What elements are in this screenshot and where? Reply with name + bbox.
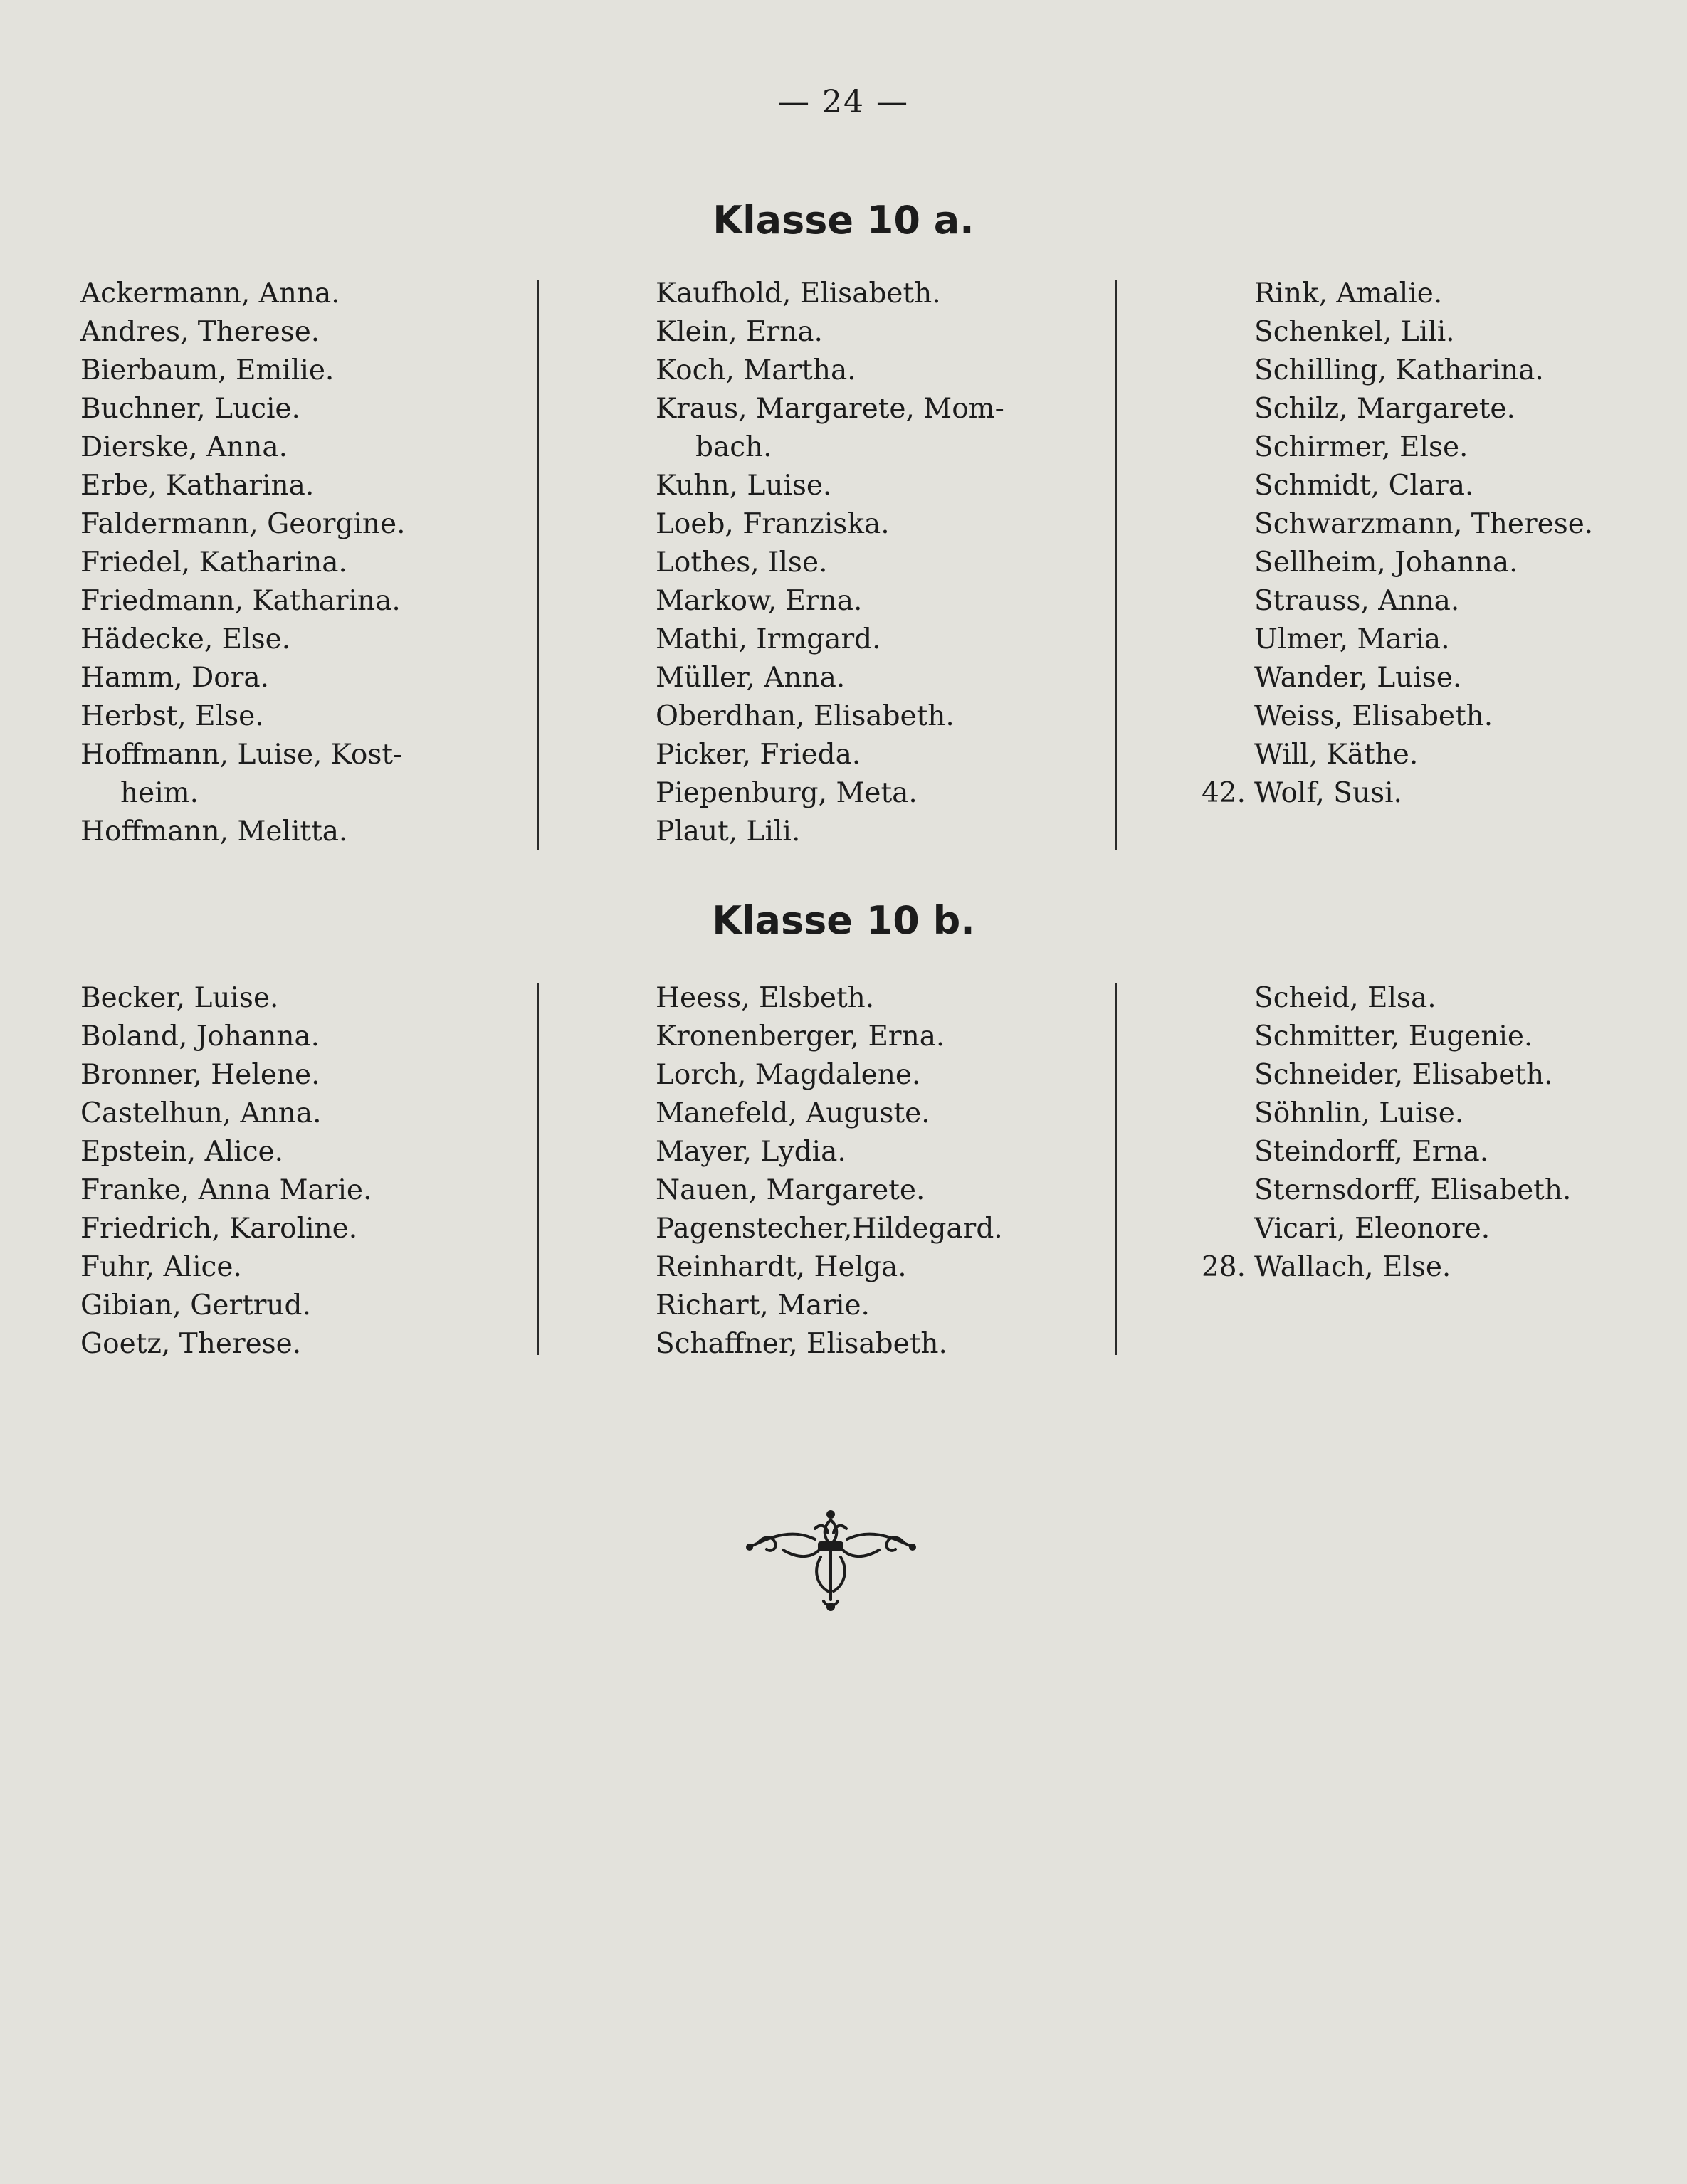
student-entry bbox=[656, 428, 1004, 467]
student-entry bbox=[1254, 582, 1593, 621]
student-entry bbox=[80, 736, 405, 774]
student-name: Kraus, Margarete, Mom- bbox=[656, 393, 1004, 425]
student-name: Manefeld, Auguste. bbox=[656, 1097, 930, 1129]
student-entry bbox=[80, 1325, 372, 1363]
student-name: Strauss, Anna. bbox=[1254, 585, 1460, 617]
student-entry bbox=[1254, 621, 1593, 659]
student-entry bbox=[80, 582, 405, 621]
student-entry bbox=[80, 1018, 372, 1056]
student-name: Sternsdorff, Elisabeth. bbox=[1254, 1174, 1572, 1206]
student-name: Fuhr, Alice. bbox=[80, 1251, 242, 1283]
student-entry bbox=[656, 544, 1004, 582]
student-name: Goetz, Therese. bbox=[80, 1328, 302, 1360]
student-name: Mayer, Lydia. bbox=[656, 1136, 846, 1168]
student-name: Friedrich, Karoline. bbox=[80, 1213, 358, 1245]
column-divider bbox=[1115, 280, 1117, 850]
student-name: Nauen, Margarete. bbox=[656, 1174, 925, 1206]
student-entry bbox=[1254, 1018, 1571, 1056]
student-name: Will, Käthe. bbox=[1254, 739, 1419, 771]
student-entry bbox=[80, 621, 405, 659]
student-name: Klein, Erna. bbox=[656, 316, 823, 348]
student-name: Oberdhan, Elisabeth. bbox=[656, 700, 955, 732]
student-entry bbox=[1254, 1210, 1571, 1248]
student-entry bbox=[80, 313, 405, 352]
student-entry bbox=[656, 774, 1004, 813]
klasse-10a-column-2 bbox=[656, 275, 1004, 851]
student-entry bbox=[656, 1133, 1003, 1171]
student-entry bbox=[80, 1094, 372, 1133]
student-name: Scheid, Elsa. bbox=[1254, 982, 1436, 1014]
student-name: Schmitter, Eugenie. bbox=[1254, 1020, 1533, 1053]
student-name: Hädecke, Else. bbox=[80, 623, 291, 655]
student-entry bbox=[80, 1287, 372, 1325]
student-name: Ackermann, Anna. bbox=[80, 278, 340, 310]
student-name: Rink, Amalie. bbox=[1254, 278, 1443, 310]
student-name: Bronner, Helene. bbox=[80, 1059, 320, 1091]
student-entry bbox=[80, 697, 405, 736]
klasse-10b-column-1 bbox=[80, 979, 372, 1363]
floral-vignette-icon bbox=[744, 1507, 918, 1614]
student-name: Richart, Marie. bbox=[656, 1289, 870, 1322]
student-name: Herbst, Else. bbox=[80, 700, 264, 732]
student-entry bbox=[1254, 390, 1593, 428]
entry-count: 42. bbox=[1201, 777, 1246, 809]
student-name: Faldermann, Georgine. bbox=[80, 508, 406, 540]
student-name: Schenkel, Lili. bbox=[1254, 316, 1455, 348]
student-name: Markow, Erna. bbox=[656, 585, 863, 617]
student-entry bbox=[1254, 505, 1593, 544]
student-name: Schaffner, Elisabeth. bbox=[656, 1328, 947, 1360]
student-name: Hoffmann, Luise, Kost- bbox=[80, 739, 403, 771]
student-entry bbox=[1254, 467, 1593, 505]
student-name: Kuhn, Luise. bbox=[656, 470, 832, 502]
student-name: Schmidt, Clara. bbox=[1254, 470, 1474, 502]
student-entry bbox=[80, 659, 405, 697]
student-entry bbox=[656, 813, 1004, 851]
student-name: Mathi, Irmgard. bbox=[656, 623, 881, 655]
student-entry bbox=[1254, 659, 1593, 697]
student-name: Buchner, Lucie. bbox=[80, 393, 300, 425]
student-entry bbox=[80, 428, 405, 467]
column-divider bbox=[537, 983, 539, 1355]
student-name: Schneider, Elisabeth. bbox=[1254, 1059, 1553, 1091]
student-name: Loeb, Franziska. bbox=[656, 508, 890, 540]
student-entry bbox=[80, 390, 405, 428]
student-name: Reinhardt, Helga. bbox=[656, 1251, 907, 1283]
student-entry bbox=[1254, 428, 1593, 467]
student-entry bbox=[80, 1210, 372, 1248]
klasse-10a-column-3 bbox=[1201, 275, 1594, 813]
student-entry bbox=[656, 505, 1004, 544]
student-entry bbox=[1201, 1248, 1571, 1287]
student-entry bbox=[1254, 1133, 1571, 1171]
student-entry bbox=[656, 1018, 1003, 1056]
student-name: Lothes, Ilse. bbox=[656, 547, 828, 579]
student-entry bbox=[656, 1325, 1003, 1363]
student-entry bbox=[80, 1056, 372, 1094]
student-entry bbox=[656, 1287, 1003, 1325]
student-entry bbox=[656, 275, 1004, 313]
student-entry bbox=[656, 313, 1004, 352]
student-entry bbox=[656, 736, 1004, 774]
klasse-10a-column-1 bbox=[80, 275, 405, 851]
student-entry bbox=[656, 1056, 1003, 1094]
klasse-10b-column-3 bbox=[1201, 979, 1572, 1287]
student-entry bbox=[80, 979, 372, 1018]
student-entry bbox=[656, 1248, 1003, 1287]
student-entry bbox=[80, 544, 405, 582]
column-divider bbox=[537, 280, 539, 850]
student-name: Heess, Elsbeth. bbox=[656, 982, 875, 1014]
student-name: Ulmer, Maria. bbox=[1254, 623, 1450, 655]
student-name: Piepenburg, Meta. bbox=[656, 777, 918, 809]
student-name: Bierbaum, Emilie. bbox=[80, 354, 335, 386]
student-name: Andres, Therese. bbox=[80, 316, 320, 348]
student-name: Epstein, Alice. bbox=[80, 1136, 284, 1168]
student-entry bbox=[656, 467, 1004, 505]
student-name: Müller, Anna. bbox=[656, 662, 846, 694]
student-name: Friedel, Katharina. bbox=[80, 547, 347, 579]
student-entry bbox=[80, 1133, 372, 1171]
student-name: bach. bbox=[695, 431, 772, 463]
student-name: Hamm, Dora. bbox=[80, 662, 270, 694]
student-name: Kronenberger, Erna. bbox=[656, 1020, 945, 1053]
student-name: heim. bbox=[120, 777, 199, 809]
student-entry bbox=[1254, 736, 1593, 774]
student-name: Sellheim, Johanna. bbox=[1254, 547, 1518, 579]
student-name: Schwarzmann, Therese. bbox=[1254, 508, 1594, 540]
student-entry bbox=[656, 352, 1004, 390]
klasse-10b-column-2 bbox=[656, 979, 1003, 1363]
student-name: Wolf, Susi. bbox=[1254, 777, 1402, 809]
student-entry bbox=[80, 352, 405, 390]
student-entry bbox=[1201, 774, 1593, 813]
student-name: Picker, Frieda. bbox=[656, 739, 861, 771]
student-name: Steindorff, Erna. bbox=[1254, 1136, 1489, 1168]
student-entry bbox=[1254, 352, 1593, 390]
student-name: Lorch, Magdalene. bbox=[656, 1059, 921, 1091]
student-name: Erbe, Katharina. bbox=[80, 470, 315, 502]
student-name: Weiss, Elisabeth. bbox=[1254, 700, 1493, 732]
student-name: Dierske, Anna. bbox=[80, 431, 288, 463]
student-entry bbox=[1254, 979, 1571, 1018]
student-entry bbox=[80, 505, 405, 544]
student-name: Pagenstecher,Hildegard. bbox=[656, 1213, 1003, 1245]
student-entry bbox=[656, 582, 1004, 621]
student-entry bbox=[80, 1248, 372, 1287]
student-entry bbox=[656, 979, 1003, 1018]
student-name: Schirmer, Else. bbox=[1254, 431, 1468, 463]
student-name: Schilling, Katharina. bbox=[1254, 354, 1544, 386]
entry-count: 28. bbox=[1201, 1251, 1246, 1283]
student-entry bbox=[656, 1171, 1003, 1210]
student-entry bbox=[656, 659, 1004, 697]
student-name: Hoffmann, Melitta. bbox=[80, 816, 348, 848]
column-divider bbox=[1115, 983, 1117, 1355]
student-entry bbox=[656, 697, 1004, 736]
student-entry bbox=[656, 621, 1004, 659]
student-name: Becker, Luise. bbox=[80, 982, 279, 1014]
student-name: Franke, Anna Marie. bbox=[80, 1174, 372, 1206]
section-title-klasse-10a: Klasse 10 a. bbox=[713, 198, 974, 243]
student-entry bbox=[80, 275, 405, 313]
student-entry bbox=[1254, 1056, 1571, 1094]
student-name: Kaufhold, Elisabeth. bbox=[656, 278, 941, 310]
student-name: Söhnlin, Luise. bbox=[1254, 1097, 1464, 1129]
student-name: Plaut, Lili. bbox=[656, 816, 801, 848]
student-entry bbox=[80, 813, 405, 851]
student-name: Boland, Johanna. bbox=[80, 1020, 320, 1053]
student-entry bbox=[1254, 313, 1593, 352]
student-name: Gibian, Gertrud. bbox=[80, 1289, 311, 1322]
student-entry bbox=[80, 774, 405, 813]
student-entry bbox=[656, 390, 1004, 428]
section-title-klasse-10b: Klasse 10 b. bbox=[712, 898, 975, 943]
student-name: Castelhun, Anna. bbox=[80, 1097, 322, 1129]
student-entry bbox=[80, 1171, 372, 1210]
student-entry bbox=[1254, 544, 1593, 582]
student-name: Friedmann, Katharina. bbox=[80, 585, 401, 617]
page-number: — 24 — bbox=[778, 84, 909, 120]
student-name: Wander, Luise. bbox=[1254, 662, 1462, 694]
student-entry bbox=[656, 1094, 1003, 1133]
student-entry bbox=[1254, 275, 1593, 313]
student-name: Koch, Martha. bbox=[656, 354, 856, 386]
student-entry bbox=[1254, 1094, 1571, 1133]
student-entry bbox=[1254, 1171, 1571, 1210]
student-entry bbox=[1254, 697, 1593, 736]
student-name: Vicari, Eleonore. bbox=[1254, 1213, 1491, 1245]
student-name: Wallach, Else. bbox=[1254, 1251, 1451, 1283]
student-name: Schilz, Margarete. bbox=[1254, 393, 1515, 425]
student-entry bbox=[80, 467, 405, 505]
student-entry bbox=[656, 1210, 1003, 1248]
